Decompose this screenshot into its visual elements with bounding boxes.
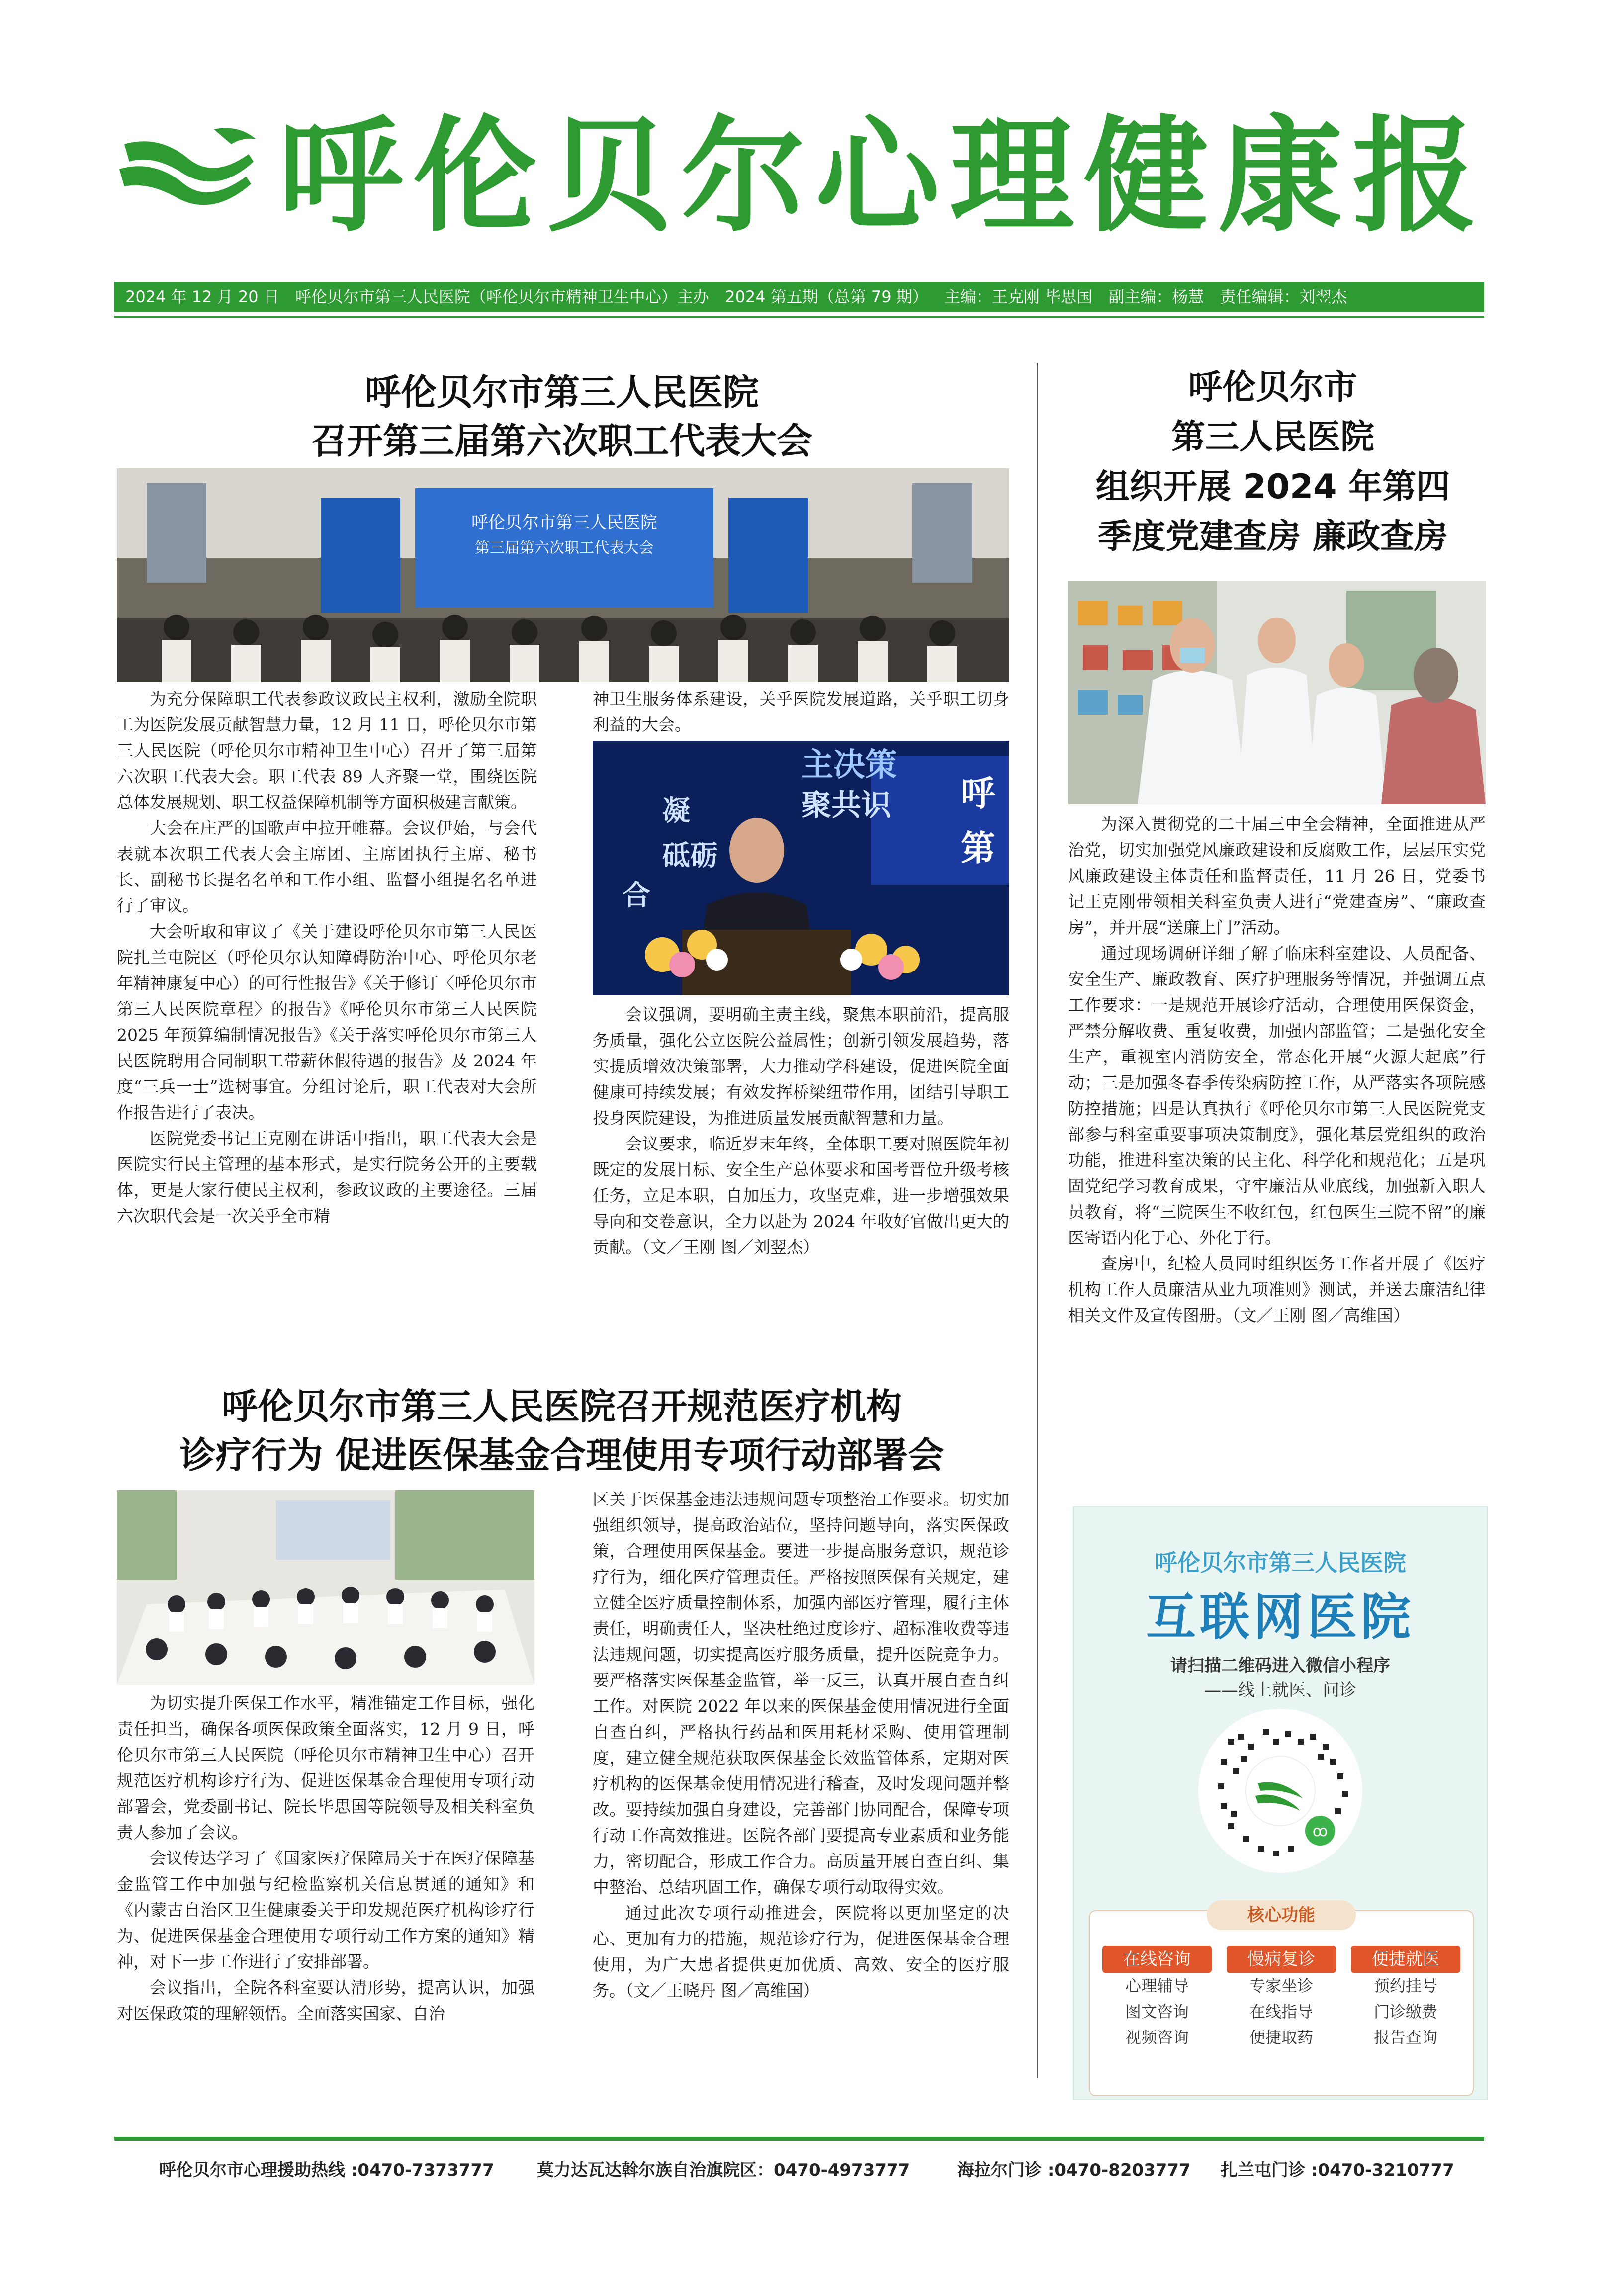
article2-headline-line1: 呼伦贝尔市第三人民医院召开规范医疗机构 bbox=[221, 1386, 902, 1427]
article2-paragraph: 通过此次专项行动推进会，医院将以更加坚定的决心、更加有力的措施，规范诊疗行为，促进医保基金合理使用，为广大患者提供更加优质、高效、安全的医疗服务。（文／王晓丹 图／高维国） bbox=[593, 1903, 1009, 2000]
article1-paragraph: 医院党委书记王克刚在讲话中指出，职工代表大会是医院实行民主管理的基本形式，是实行院务公开的主要载体，更是大家行使民主权利，参政议政的主要途径。三届六次职代会是一次关乎全市精 bbox=[117, 1129, 537, 1226]
svg-text:第: 第 bbox=[961, 828, 995, 869]
svg-text:第三届第六次职工代表大会: 第三届第六次职工代表大会 bbox=[475, 539, 654, 557]
masthead-divider bbox=[114, 316, 1484, 318]
article2-paragraph: 会议传达学习了《国家医疗保障局关于在医疗保障基金监管工作中加强与纪检监察机关信息贯通的通知》和《内蒙古自治区卫生健康委关于印发规范医疗机构诊疗行为、促进医保基金合理使用专项行动工作方案的通知》精神，对下一步工作进行了安排部署。 bbox=[117, 1849, 534, 1971]
feature-item: 心理辅导 bbox=[1125, 1976, 1189, 1995]
feature-item: 预约挂号 bbox=[1373, 1976, 1437, 1995]
mini-program-qr-code-icon[interactable] bbox=[1198, 1709, 1362, 1873]
article3-paragraph: 通过现场调研详细了解了临床科室建设、人员配备、安全生产、廉政教育、医疗护理服务等情况，并强调五点工作要求：一是规范开展诊疗活动，合理使用医保资金，严禁分解收费、重复收费，加强内部监管；二是强化安全生产，重视室内消防安全，常态化开展“火源大起底”行动；三是加强冬春季传染病防控工作，从严落实各项院感防控措施；四是认真执行《呼伦贝尔市第三人民医院党支部参与科室重要事项决策制度》，强化基层党组织的政治功能，推进科室决策的民主化、科学化和规范化；五是巩固党纪学习教育成果，守牢廉洁从业底线，加强新入职人员教育，将“三院医生不收红包，红包医生三院不留”的廉医寄语内化于心、外化于行。 bbox=[1068, 944, 1486, 1247]
promo-instruction: 请扫描二维码进入微信小程序 bbox=[1170, 1656, 1390, 1676]
feature-item: 门诊缴费 bbox=[1373, 2002, 1437, 2021]
photo-banner-text: 主决策 bbox=[802, 747, 897, 784]
footer-divider bbox=[114, 2137, 1484, 2141]
feature-title[interactable]: 慢病复诊 bbox=[1227, 1946, 1336, 1973]
svg-text:砥砺: 砥砺 bbox=[662, 840, 718, 872]
article3-paragraph: 查房中，纪检人员同时组织医务工作者开展了《医疗机构工作人员廉洁从业九项准则》测试，并送去廉洁纪律相关文件及宣传图册。（文／王刚 图／高维国） bbox=[1068, 1254, 1486, 1325]
article3-headline-line: 呼伦贝尔市 bbox=[1188, 368, 1357, 407]
issue-date: 2024 年 12 月 20 日 bbox=[125, 287, 279, 306]
feature-chronic-revisit[interactable] bbox=[1227, 1946, 1336, 2050]
feature-item: 在线指导 bbox=[1249, 2002, 1313, 2021]
article2-column2 bbox=[593, 1487, 1009, 2004]
feature-item: 图文咨询 bbox=[1125, 2002, 1189, 2021]
promo-subline: ——线上就医、问诊 bbox=[1204, 1680, 1356, 1700]
article1-paragraph: 会议强调，要明确主责主线，聚焦本职前沿，提高服务质量，强化公立医院公益属性；创新引领发展趋势，落实提质增效决策部署，大力推动学科建设，促进医院全面健康可持续发展；有效发挥桥梁纽带作用，团结引导职工投身医院建设，为推进质量发展贡献智慧和力量。 bbox=[593, 1005, 1009, 1128]
column-divider bbox=[1037, 363, 1038, 2078]
article3-headline-line: 第三人民医院 bbox=[1171, 418, 1374, 457]
article1-paragraph: 神卫生服务体系建设，关乎医院发展道路，关乎职工切身利益的大会。 bbox=[593, 689, 1009, 734]
article3-body bbox=[1068, 811, 1486, 1328]
issue-number: 2024 第五期（总第 79 期） bbox=[725, 287, 928, 306]
feature-item: 报告查询 bbox=[1373, 2028, 1437, 2047]
article3-paragraph: 为深入贯彻党的二十届三中全会精神，全面推进从严治党，切实加强党风廉政建设和反腐败工作，层层压实党风廉政建设主体责任和监督责任，11 月 26 日，党委书记王克刚带领相关科室负责人进行“党建查房”、“廉政查房”，并开展“送廉上门”活动。 bbox=[1068, 814, 1486, 937]
deputy-editor: 副主编：杨慧 bbox=[1108, 287, 1204, 306]
article1-paragraph: 大会听取和审议了《关于建设呼伦贝尔市第三人民医院扎兰屯院区（呼伦贝尔认知障碍防治中心、呼伦贝尔老年精神康复中心）的可行性报告》《关于修订〈呼伦贝尔市第三人民医院章程〉的报告》《呼伦贝尔市第三人民医院 2025 年预算编制情况报告》《关于落实呼伦贝尔市第三人民医院聘用合同制职工带薪休假待遇的报告》及 2024 年度“三兵一士”选树事宜。分组讨论后，职工代表对大会所作报告进行了表决。 bbox=[117, 922, 537, 1122]
article1-paragraph: 大会在庄严的国歌声中拉开帷幕。会议伊始，与会代表就本次职工代表大会主席团、主席团执行主席、秘书长、副秘书长提名名单和工作小组、监督小组提名名单进行了审议。 bbox=[117, 818, 537, 915]
feature-title[interactable]: 在线咨询 bbox=[1102, 1946, 1212, 1973]
article2-paragraph: 会议指出，全院各科室要认清形势，提高认识，加强对医保政策的理解领悟。全面落实国家、自治 bbox=[117, 1978, 534, 2023]
feature-item: 专家坐诊 bbox=[1249, 1976, 1313, 1995]
feature-item: 便捷取药 bbox=[1249, 2028, 1313, 2047]
article2-paragraph: 区关于医保基金违法违规问题专项整治工作要求。切实加强组织领导，提高政治站位，坚持问题导向，落实医保政策，合理使用医保基金。要进一步提高服务意识，规范诊疗行为，细化医疗管理责任。严格按照医保有关规定，建立健全医疗质量控制体系，加强内部医疗管理，履行主体责任，明确责任人，坚决杜绝过度诊疗、超标准收费等违法违规问题，切实提高医疗服务质量，提升医院竞争力。要严格落实医保基金监管，举一反三，认真开展自查自纠工作。对医院 2022 年以来的医保基金使用情况进行全面自查自纠，严格执行药品和医用耗材采购、使用管理制度，建立健全规范获取医保基金长效监管体系，定期对医疗机构的医保基金使用情况进行稽查，及时发现问题并整改。要持续加强自身建设，完善部门协同配合，保障专项行动工作高效推进。医院各部门要提高专业素质和业务能力，密切配合，形成工作合力。高质量开展自查自纠、集中整治、总结巩固工作，确保专项行动取得实效。 bbox=[593, 1490, 1009, 1897]
article3-inspection-photo bbox=[1068, 581, 1486, 804]
svg-text:ꝏ: ꝏ bbox=[1312, 1823, 1328, 1840]
article1-column1 bbox=[117, 686, 537, 1229]
article1-headline-line2: 召开第三届第六次职工代表大会 bbox=[311, 420, 812, 462]
article1-speaker-photo bbox=[593, 741, 1009, 995]
feature-online-consult[interactable] bbox=[1102, 1946, 1212, 2050]
issue-publisher: 呼伦贝尔市第三人民医院（呼伦贝尔市精神卫生中心）主办 bbox=[295, 287, 709, 306]
article3-headline bbox=[1049, 363, 1497, 562]
footer-contacts bbox=[114, 2153, 1484, 2188]
footer-zhalantun: 扎兰屯门诊 :0470-3210777 bbox=[1221, 2160, 1454, 2180]
internet-hospital-promo bbox=[1073, 1506, 1488, 2100]
footer-hotline: 呼伦贝尔市心理援助热线 :0470-7373777 bbox=[159, 2160, 494, 2180]
footer-hailar: 海拉尔门诊 :0470-8203777 bbox=[957, 2160, 1191, 2180]
photo-screen-caption: 呼伦贝尔市第三人民医院 bbox=[471, 513, 657, 532]
article2-headline bbox=[114, 1382, 1009, 1480]
newspaper-title: 呼伦贝尔心理健康报 bbox=[278, 104, 1487, 249]
promo-title: 互联网医院 bbox=[1146, 1588, 1415, 1646]
article1-paragraph: 为充分保障职工代表参政议政民主权利，激励全院职工为医院发展贡献智慧力量，12 月 11 日，呼伦贝尔市第三人民医院（呼伦贝尔市精神卫生中心）召开了第三届第六次职工代表大会。职工代表 89 人齐聚一堂，围绕医院总体发展规划、职工权益保障机制等方面积极建言献策。 bbox=[117, 689, 537, 812]
svg-text:凝: 凝 bbox=[662, 795, 690, 827]
promo-hospital-name: 呼伦贝尔市第三人民医院 bbox=[1155, 1549, 1406, 1576]
issue-info-bar bbox=[114, 282, 1484, 312]
svg-text:聚共识: 聚共识 bbox=[802, 788, 891, 823]
svg-text:呼: 呼 bbox=[961, 773, 995, 814]
article1-column2-top bbox=[593, 686, 1009, 738]
article3-headline-line: 组织开展 2024 年第四 bbox=[1095, 467, 1450, 507]
article1-headline bbox=[114, 368, 1009, 465]
article2-meeting-photo bbox=[117, 1490, 534, 1685]
feature-item: 视频咨询 bbox=[1125, 2028, 1189, 2047]
feature-convenient-visit[interactable] bbox=[1351, 1946, 1460, 2050]
feature-title[interactable]: 便捷就医 bbox=[1351, 1946, 1460, 1973]
svg-text:合: 合 bbox=[623, 880, 650, 912]
article1-meeting-photo bbox=[117, 468, 1009, 682]
newspaper-logo-icon bbox=[114, 124, 259, 214]
article2-headline-line2: 诊疗行为 促进医保基金合理使用专项行动部署会 bbox=[179, 1434, 944, 1476]
footer-molidawa: 莫力达瓦达斡尔族自治旗院区：0470-4973777 bbox=[537, 2160, 910, 2180]
core-features-panel bbox=[1089, 1905, 1474, 2096]
article1-paragraph: 会议要求，临近岁末年终，全体职工要对照医院年初既定的发展目标、安全生产总体要求和国考晋位升级考核任务，立足本职，自加压力，攻坚克难，进一步增强效果导向和交卷意识，全力以赴为 2024 年收好官做出更大的贡献。（文／王刚 图／刘翌杰） bbox=[593, 1134, 1009, 1257]
article1-column2-bottom bbox=[593, 1002, 1009, 1260]
responsible-editor: 责任编辑：刘翌杰 bbox=[1220, 287, 1347, 306]
core-features-label: 核心功能 bbox=[1207, 1900, 1356, 1930]
article1-headline-line1: 呼伦贝尔市第三人民医院 bbox=[364, 371, 759, 413]
article2-column1 bbox=[117, 1690, 534, 2027]
chief-editors: 主编：王克刚 毕思国 bbox=[944, 287, 1093, 306]
article3-headline-line: 季度党建查房 廉政查房 bbox=[1098, 517, 1448, 556]
article2-paragraph: 为切实提升医保工作水平，精准锚定工作目标，强化责任担当，确保各项医保政策全面落实，12 月 9 日，呼伦贝尔市第三人民医院（呼伦贝尔市精神卫生中心）召开规范医疗机构诊疗行为、促进医保基金合理使用专项行动部署会，党委副书记、院长毕思国等院领导及相关科室负责人参加了会议。 bbox=[117, 1693, 534, 1842]
